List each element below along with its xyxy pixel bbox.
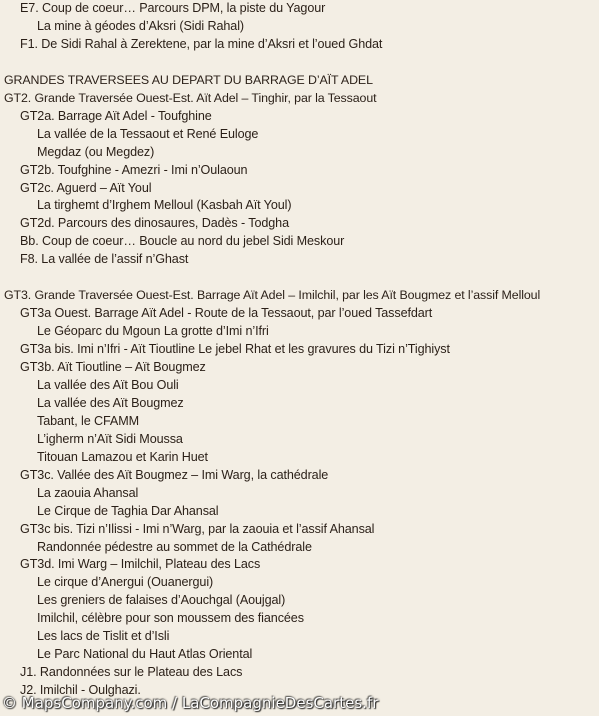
section-heading: GRANDES TRAVERSEES AU DEPART DU BARRAGE D’AÏT ADEL [4, 72, 373, 87]
toc-subentry: La vallée des Aït Bou Ouli [37, 377, 179, 392]
toc-subentry: Les greniers de falaises d’Aouchgal (Aoujgal) [37, 593, 286, 608]
toc-subentry: La mine à géodes d’Aksri (Sidi Rahal) [37, 18, 244, 33]
toc-entry: F8. La vallée de l’assif n’Ghast [20, 252, 189, 267]
toc-entry: GT3b. Aït Tioutline – Aït Bougmez [20, 360, 206, 374]
toc-entry: GT3c bis. Tizi n’Ilissi - Imi n’Warg, par la zaouia et l’assif Ahansal [20, 521, 375, 536]
toc-entry: GT2c. Aguerd – Aït Youl [20, 180, 152, 195]
toc-subentry: Megdaz (ou Megdez) [37, 144, 155, 159]
toc-subentry: Titouan Lamazou et Karin Huet [37, 449, 208, 464]
toc-subentry: Le Géoparc du Mgoun La grotte d’Imi n’Ifri [37, 324, 269, 339]
toc-subentry: Le Parc National du Haut Atlas Oriental [37, 647, 253, 662]
toc-entry: GT3d. Imi Warg – Imilchil, Plateau des Lacs [20, 557, 261, 572]
toc-entry: Bb. Coup de coeur… Boucle au nord du jebel Sidi Meskour [20, 234, 345, 249]
toc-entry: GT3c. Vallée des Aït Bougmez – Imi Warg, la cathédrale [20, 467, 329, 482]
toc-subentry: Le Cirque de Taghia Dar Ahansal [37, 503, 219, 518]
toc-subentry: La vallée des Aït Bougmez [37, 395, 184, 410]
copyright-watermark: © MapsCompany.com / LaCompagnieDesCartes.fr [2, 694, 379, 712]
toc-entry: GT2b. Toufghine - Amezri - Imi n’Oulaoun [20, 162, 248, 177]
toc-entry: GT3a bis. Imi n’Ifri - Aït Tioutline Le jebel Rhat et les gravures du Tizi n’Tighiyst [20, 342, 450, 357]
section-heading: GT2. Grande Traversée Ouest-Est. Aït Adel – Tinghir, par la Tessaout [4, 90, 377, 105]
toc-subentry: La zaouia Ahansal [37, 485, 139, 500]
toc-entry: F1. De Sidi Rahal à Zerektene, par la mine d’Aksri et l’oued Ghdat [20, 36, 383, 51]
toc-subentry: Imilchil, célèbre pour son moussem des fiancées [37, 611, 304, 626]
toc-entry: J2. Imilchil - Oulghazi. [20, 683, 141, 698]
toc-subentry: Le cirque d’Anergui (Ouanergui) [37, 575, 214, 590]
toc-entry: GT2d. Parcours des dinosaures, Dadès - Todgha [20, 216, 289, 231]
toc-subentry: Tabant, le CFAMM [37, 413, 139, 428]
toc-subentry: La tirghemt d’Irghem Melloul (Kasbah Aït Youl) [37, 198, 292, 213]
toc-entry: GT3a Ouest. Barrage Aït Adel - Route de la Tessaout, par l’oued Tassefdart [20, 306, 433, 321]
toc-entry: E7. Coup de coeur… Parcours DPM, la piste du Yagour [20, 1, 326, 15]
toc-subentry: Randonnée pédestre au sommet de la Cathédrale [37, 539, 312, 554]
toc-subentry: L’igherm n’Aït Sidi Moussa [37, 431, 183, 446]
section-heading: GT3. Grande Traversée Ouest-Est. Barrage Aït Adel – Imilchil, par les Aït Bougmez et l’assif Melloul [4, 288, 541, 303]
toc-entry: J1. Randonnées sur le Plateau des Lacs [20, 665, 243, 680]
toc-subentry: Les lacs de Tislit et d’Isli [37, 629, 170, 644]
toc-entry: GT2a. Barrage Aït Adel - Toufghine [20, 108, 212, 123]
toc-subentry: La vallée de la Tessaout et René Euloge [37, 126, 259, 141]
